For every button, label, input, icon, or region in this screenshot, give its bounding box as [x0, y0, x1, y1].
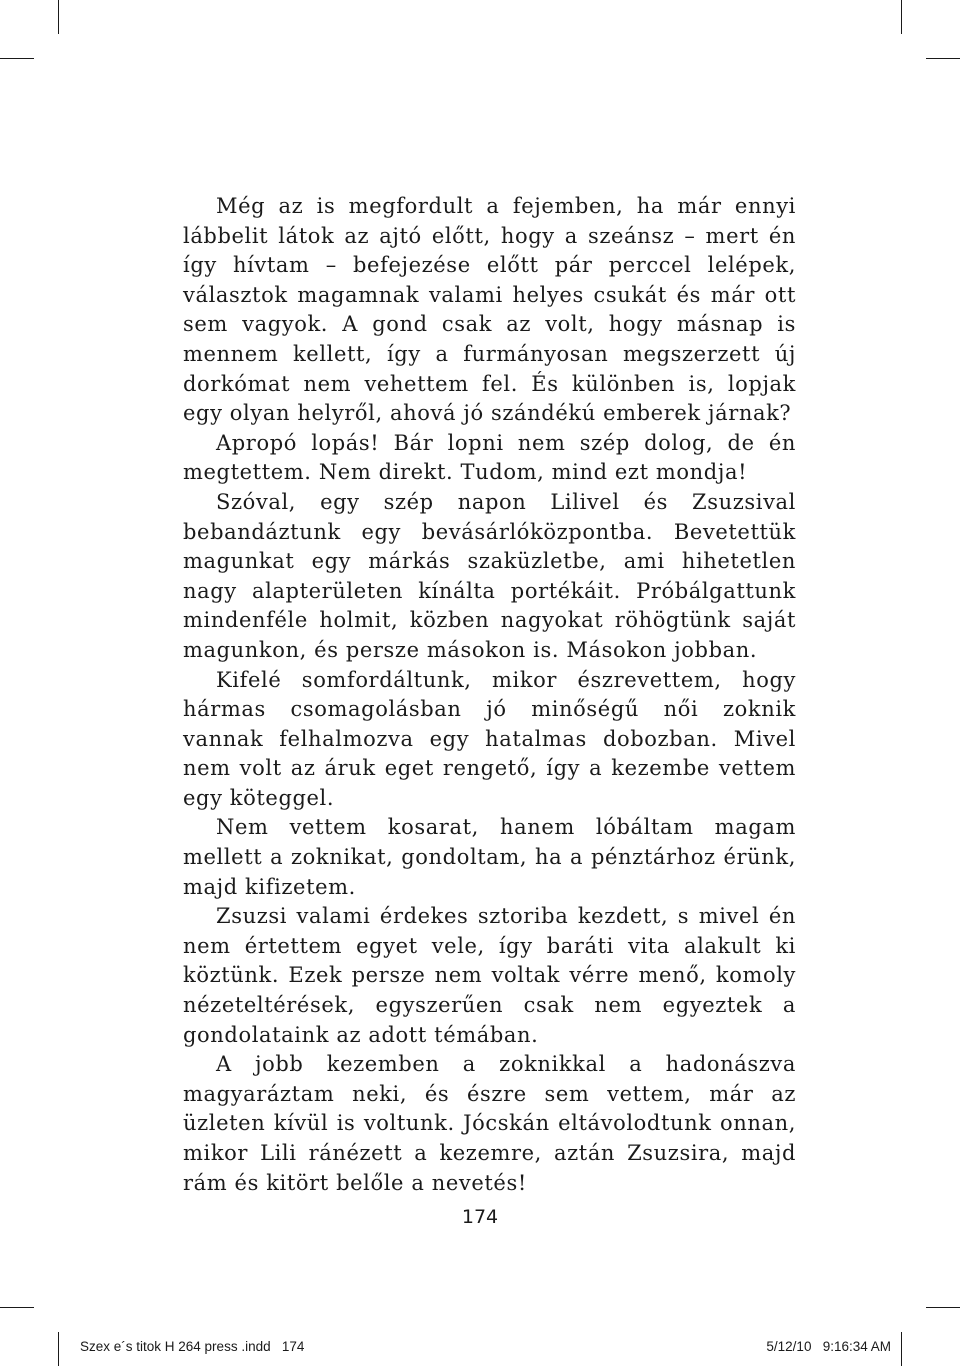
paragraph: Nem vettem kosarat, hanem lóbáltam magam mellett a zoknikat, gondoltam, ha a pénztárhoz érünk, majd kifizetem.: [183, 815, 796, 899]
crop-mark-bottom-left: [58, 1332, 59, 1366]
paragraph: Kifelé somfordáltunk, mikor észrevettem, hogy hármas csomagolásban jó minőségű női zoknik vannak felhalmozva egy hatalmas dobozban. Mivel nem volt az áruk eget rengető, így a kezembe vettem egy köteggel.: [183, 667, 796, 810]
paragraph: Apropó lopás! Bár lopni nem szép dolog, de én megtettem. Nem direkt. Tudom, mind ezt mondja!: [183, 430, 796, 485]
paragraph: A jobb kezemben a zoknikkal a hadonászva magyaráztam neki, és észre sem vettem, már az üzleten kívül is voltunk. Jócskán eltávolodtunk onnan, mikor Lili ránézett a kezemre, aztán Zsuzsira, majd rám és kitört belőle a nevetés!: [183, 1052, 796, 1195]
page-number: 174: [461, 1206, 499, 1228]
paragraph: Szóval, egy szép napon Lilivel és Zsuzsival bebandáztunk egy bevásárlóközpontba. Bevetettük magunkat egy márkás szaküzletbe, ami hihetetlen nagy alapterületen kínálta portékáit. Próbálgattunk mindenféle holmit, közben nagyokat röhögtünk saját magunkon, és persze másokon is. Másokon jobban.: [183, 489, 796, 662]
crop-mark-top-left: [58, 0, 59, 34]
slug-datetime: 5/12/10 9:16:34 AM: [766, 1339, 891, 1354]
paragraph: Zsuzsi valami érdekes sztoriba kezdett, s mivel én nem értettem egyet vele, így baráti vita alakult ki köztünk. Ezek persze nem voltak vérre menő, komoly nézeteltérések, egyszerűen csak nem egyeztek a gondolataink az adott témában.: [183, 904, 796, 1047]
crop-mark-top-left-horizontal: [0, 58, 34, 59]
paragraph: Még az is megfordult a fejemben, ha már ennyi lábbelit látok az ajtó előtt, hogy a szeánsz – mert én így hívtam – befejezése előtt pár perccel lelépek, választok magamnak valami helyes csukát és már ott sem vagyok. A gond csak az volt, hogy másnap is mennem kellett, így a furmányosan megszerzett új dorkómat nem vehettem fel. És különben is, lopjak egy olyan helyről, ahová jó szándékú emberek járnak?: [183, 194, 796, 426]
crop-mark-bottom-right: [901, 1332, 902, 1366]
crop-mark-bottom-right-horizontal: [926, 1307, 960, 1308]
body-text: [183, 192, 796, 1198]
crop-mark-top-right-horizontal: [926, 58, 960, 59]
crop-mark-bottom-left-horizontal: [0, 1307, 34, 1308]
crop-mark-top-right: [901, 0, 902, 34]
slug-file-info: Szex e´s titok H 264 press .indd 174: [80, 1339, 305, 1354]
